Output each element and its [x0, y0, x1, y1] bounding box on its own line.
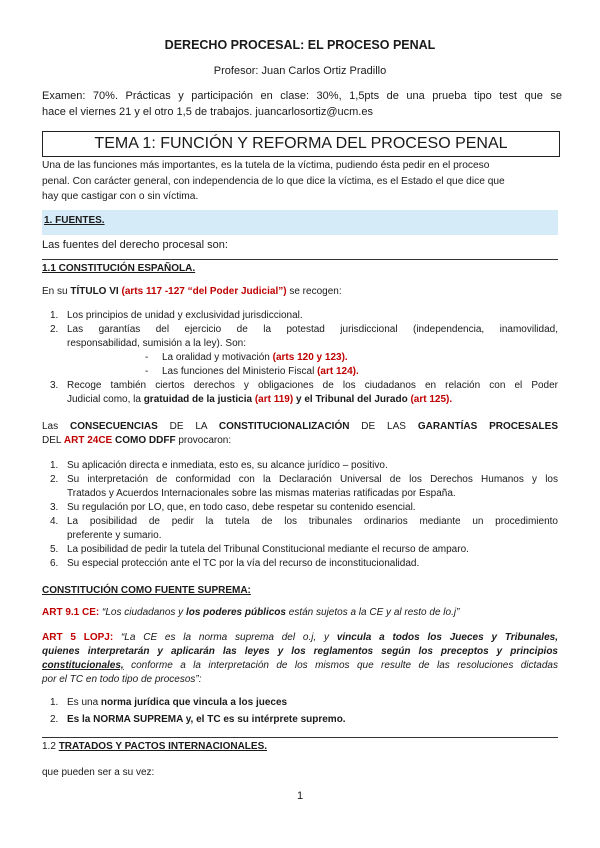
c-mid-1: DE LA — [157, 421, 219, 432]
list-item — [50, 515, 558, 543]
intro-paragraph — [42, 158, 560, 205]
item3-pre: Judicial como, la — [67, 394, 144, 405]
exam-info — [42, 88, 562, 120]
item3-bold-jurado: y el Tribunal del Jurado — [293, 394, 408, 405]
c-bold-1: CONSECUENCIAS — [69, 421, 158, 432]
item-number: 1. — [50, 697, 59, 708]
page-number: 1 — [296, 790, 304, 802]
art-9-text-pre: “Los ciudadanos y — [99, 607, 186, 618]
art5-line-3 — [42, 659, 558, 673]
suprema-list — [50, 696, 558, 727]
c-bold-3: GARANTÍAS PROCESALES — [417, 421, 559, 432]
c2-pre: DEL — [42, 435, 64, 446]
list-item — [50, 309, 558, 323]
lead-titulo: TÍTULO VI — [70, 286, 119, 297]
art5-l1-bold: vincula a todos los Jueces y Tribunales, — [336, 632, 558, 643]
item-text-line: La posibilidad de pedir la tutela del Tribunal Constitucional mediante el recurso de amparo. — [67, 544, 469, 555]
tema-title-box: TEMA 1: FUNCIÓN Y REFORMA DEL PROCESO PENAL — [42, 131, 560, 157]
list-item — [50, 459, 558, 473]
exam-line-1: Examen: 70%. Prácticas y participación en clase: 30%, 1,5pts de una prueba tipo test que se — [42, 90, 562, 102]
item-text: Es una — [67, 697, 101, 708]
item-text-line — [67, 393, 558, 407]
item-text-line: La posibilidad de pedir la tutela de los tribunales ordinarios mediante un procedimiento — [67, 516, 558, 527]
art-9-text-post: están sujetos a la CE y al resto de lo.j” — [285, 607, 460, 618]
tratados-subtitle: que pueden ser a su vez: — [42, 767, 155, 778]
document-title: DERECHO PROCESAL: EL PROCESO PENAL — [164, 38, 436, 52]
item-number: 1. — [50, 310, 59, 321]
item-number: 6. — [50, 558, 59, 569]
tratados-heading — [42, 741, 267, 752]
list-item — [50, 696, 558, 710]
list-item — [50, 713, 558, 727]
consecuencias-heading — [42, 420, 558, 448]
sub-item-text: La oralidad y motivación — [162, 352, 273, 363]
art-5-lopj-quote — [42, 631, 558, 687]
intro-line-3: hay que castigar con o sin víctima. — [42, 191, 199, 202]
dash: - — [145, 352, 149, 363]
sub-item-text: Las funciones del Ministerio Fiscal — [162, 366, 318, 377]
c-mid-2: DE LAS — [349, 421, 418, 432]
fuentes-subtitle: Las fuentes del derecho procesal son: — [42, 239, 228, 251]
lead-post: se recogen: — [286, 286, 342, 297]
list-item — [50, 501, 558, 515]
sub-item — [127, 365, 558, 379]
list-item — [50, 473, 558, 501]
item-text-line: Su aplicación directa e inmediata, esto es, su alcance jurídico – positivo. — [67, 460, 388, 471]
c2-bold: COMO DDFF — [112, 435, 176, 446]
lead-articles: (arts 117 -127 “del Poder Judicial”) — [121, 286, 287, 297]
item-number: 2. — [50, 714, 59, 725]
item-text-line: Las garantías del ejercicio de la potestad jurisdiccional (independencia, inamovilidad, — [67, 324, 558, 335]
divider — [42, 259, 558, 260]
item-bold: norma jurídica que vincula a los jueces — [100, 697, 288, 708]
art5-line-2: quienes interpretarán y aplicarán las leyes y los reglamentos según los preceptos y principios — [42, 646, 558, 657]
constitucion-list — [50, 309, 558, 407]
item3-art-119: (art 119) — [252, 394, 294, 405]
sub-item — [127, 351, 558, 365]
item-text-line: responsabilidad, sumisión a la ley). Son: — [67, 338, 246, 349]
item3-bold-gratuidad: gratuidad de la justicia — [143, 394, 253, 405]
list-item — [50, 543, 558, 557]
constitucion-heading: 1.1 CONSTITUCIÓN ESPAÑOLA. — [42, 263, 196, 274]
professor-line: Profesor: Juan Carlos Ortiz Pradillo — [213, 65, 387, 77]
item-number: 5. — [50, 544, 59, 555]
c2-art-24ce: ART 24CE — [63, 435, 113, 446]
consecuencias-list — [50, 459, 558, 571]
consecuencias-line-2 — [42, 434, 558, 448]
lead-pre: En su — [42, 286, 71, 297]
item-text-line: Recoge también ciertos derechos y obligaciones de los ciudadanos en relación con el Poder — [67, 380, 558, 391]
item-text: Los principios de unidad y exclusividad jurisdiccional. — [67, 310, 303, 321]
item-text-line: Su regulación por LO, que, en todo caso, debe respetar su contenido esencial. — [67, 502, 416, 513]
art5-line-1 — [42, 631, 558, 645]
art-9-1-ce-quote — [42, 606, 558, 620]
intro-line-2: penal. Con carácter general, con independencia de lo que dice la víctima, es el Estado el que dice que — [42, 175, 505, 187]
item-text-line: Su interpretación de conformidad con la Declaración Universal de los Derechos Humanos y los — [67, 474, 558, 485]
sub-item-articles: (art 124). — [317, 366, 359, 377]
sub-item-articles: (arts 120 y 123). — [272, 352, 348, 363]
c-bold-2: CONSTITUCIONALIZACIÓN — [218, 421, 350, 432]
exam-line-2: hace el viernes 21 y el otro 1,5 de trabajos. juancarlosortiz@ucm.es — [42, 106, 373, 118]
consecuencias-line-1 — [42, 420, 558, 434]
item-number: 3. — [50, 502, 59, 513]
art5-line-4: por el TC en todo tipo de procesos”: — [42, 674, 202, 685]
item-number: 3. — [50, 380, 59, 391]
item-text-line: preferente y sumario. — [67, 530, 162, 541]
constitucion-lead — [42, 285, 558, 299]
art-9-bold: los poderes públicos — [185, 607, 286, 618]
c-pre: Las — [42, 421, 70, 432]
item-number: 1. — [50, 460, 59, 471]
list-item — [50, 557, 558, 571]
c2-post: provocaron: — [175, 435, 232, 446]
item-text-line: Tratados y Acuerdos Internacionales sobre las mismas materias ratificadas por España. — [67, 488, 456, 499]
section-heading-fuentes — [42, 210, 558, 235]
tratados-title: TRATADOS Y PACTOS INTERNACIONALES. — [58, 741, 268, 752]
divider — [42, 737, 558, 738]
item3-art-125: (art 125). — [407, 394, 453, 405]
art5-l3-bold: constitucionales, — [42, 660, 124, 671]
art5-l1-pre: “La CE es la norma suprema del o.j, y — [113, 632, 337, 643]
item-text-line: Su especial protección ante el TC por la vía del recurso de inconstitucionalidad. — [67, 558, 420, 569]
intro-line-1: Una de las funciones más importantes, es la tutela de la víctima, pudiendo ésta pedir en el proceso — [42, 160, 490, 171]
art-5-label: ART 5 LOPJ: — [42, 632, 114, 643]
dash: - — [145, 366, 149, 377]
art5-l3-post: conforme a la interpretación de los mismos que resulte de las resoluciones dictadas — [123, 660, 558, 671]
suprema-heading: CONSTITUCIÓN COMO FUENTE SUPREMA: — [42, 585, 251, 596]
fuentes-heading-text: 1. FUENTES. — [44, 215, 105, 226]
list-item — [50, 323, 558, 351]
item-number: 4. — [50, 516, 59, 527]
art-9-label: ART 9.1 CE: — [42, 607, 100, 618]
list-item — [50, 379, 558, 407]
item-number: 2. — [50, 474, 59, 485]
tratados-num: 1.2 — [42, 741, 59, 752]
item-bold: Es la NORMA SUPREMA y, el TC es su intérprete supremo. — [67, 714, 346, 725]
item-number: 2. — [50, 324, 59, 335]
